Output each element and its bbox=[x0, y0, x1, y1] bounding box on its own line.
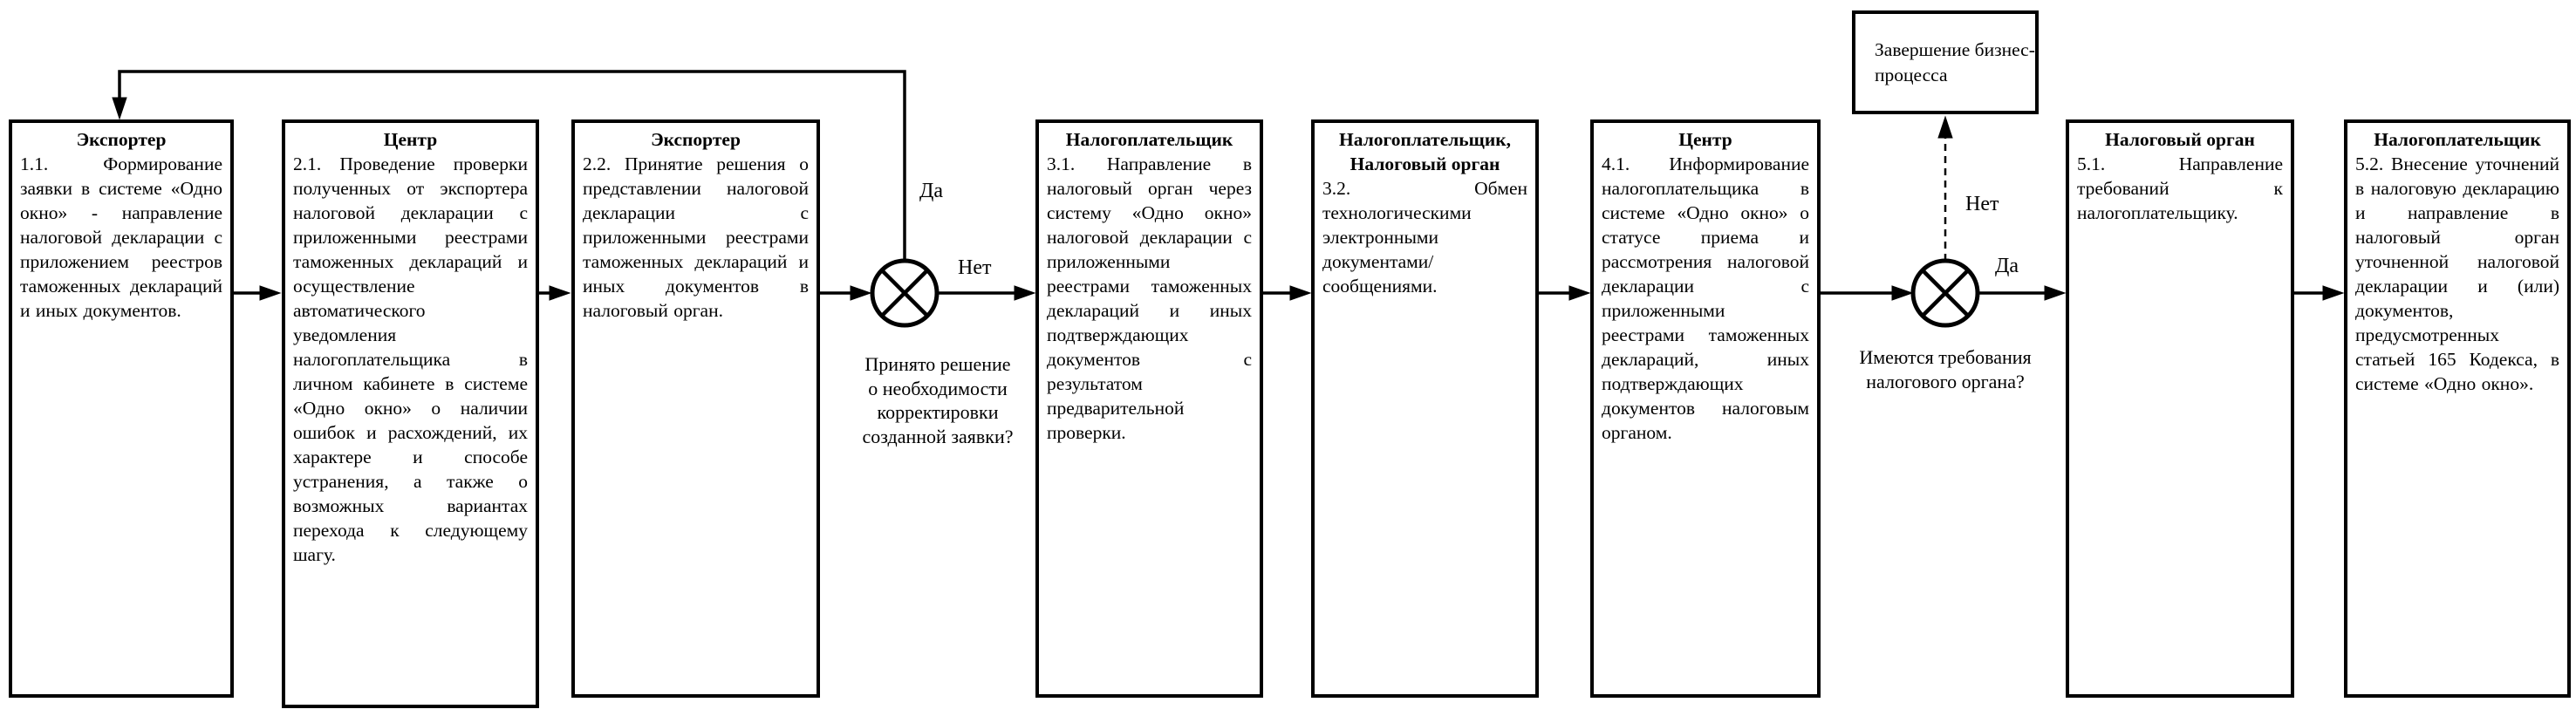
actor-label: Налогоплательщик bbox=[2374, 129, 2541, 150]
arrow-box3-to-decision1 bbox=[820, 286, 871, 300]
process-box-1-1-exporter bbox=[9, 119, 234, 698]
arrowhead-right-icon bbox=[550, 286, 570, 300]
step-text: 2.2. Принятие решения о представлении налоговой декларации с приложенными реестрами таможенных деклараций и иных документов в налоговый орган. bbox=[583, 153, 809, 321]
arrow-decision2-to-box7 bbox=[1978, 286, 2065, 300]
actor-label: Налоговый орган bbox=[2105, 129, 2255, 150]
arrow-box5-to-box6 bbox=[1539, 286, 1589, 300]
process-box-4-1-center bbox=[1590, 119, 1821, 698]
arrow-box1-to-box2 bbox=[234, 286, 280, 300]
step-text: 3.2. Обмен технологическими электронными документами/ сообщениями. bbox=[1322, 178, 1527, 297]
step-text: 4.1. Информирование налогоплательщика в системе «Одно окно» о статусе приема и рассмотрения налоговой декларации с приложенными реестрами таможенных деклараций, иных подтверждающих документов налоговым органом. bbox=[1602, 153, 1809, 443]
arrowhead-right-icon bbox=[1892, 286, 1912, 300]
terminator-label: Завершение бизнес-процесса bbox=[1875, 38, 2035, 85]
decision1-yes-label: Да bbox=[919, 180, 944, 202]
arrowhead-right-icon bbox=[1290, 286, 1310, 300]
terminator-end-of-process bbox=[1852, 10, 2039, 114]
arrow-box6-to-decision2 bbox=[1821, 286, 1912, 300]
decision-circle-2 bbox=[1913, 261, 1978, 325]
arrow-box7-to-box8 bbox=[2294, 286, 2343, 300]
step-text: 5.2. Внесение уточнений в налоговую декларацию и направление в налоговый орган уточненной налоговой декларации и (или) документов, предусмотренных статьей 165 Кодекса, в системе «Одно окно». bbox=[2355, 153, 2559, 394]
arrow-box2-to-box3 bbox=[539, 286, 570, 300]
step-text: 2.1. Проведение проверки полученных от экспортера налоговой декларации с приложенными реестрами таможенных деклараций и осуществление автоматического уведомления налогоплательщика в личном кабинете в системе «Одно окно» о наличии ошибок и расхождений, их характере и способе устранения, а также о возможных вариантах перехода к следующему шагу. bbox=[293, 153, 528, 565]
arrowhead-right-icon bbox=[851, 286, 871, 300]
arrowhead-right-icon bbox=[2045, 286, 2065, 300]
arrowhead-up-icon bbox=[1938, 117, 1952, 138]
step-text: 5.1. Направление требований к налогоплательщику. bbox=[2077, 153, 2283, 223]
process-box-2-2-exporter bbox=[571, 119, 820, 698]
step-text: 3.1. Направление в налоговый орган через систему «Одно окно» налоговой декларации с приложенными реестрами таможенных деклараций и иных подтверждающих документов с результатом предварительной проверки. bbox=[1047, 153, 1252, 443]
process-box-5-1-taxauthority bbox=[2066, 119, 2294, 698]
arrow-box4-to-box5 bbox=[1263, 286, 1310, 300]
decision2-yes-label: Да bbox=[1995, 255, 2019, 277]
process-box-3-1-taxpayer bbox=[1035, 119, 1263, 698]
process-box-2-1-center bbox=[282, 119, 539, 708]
actor-label: Налогоплательщик bbox=[1065, 129, 1233, 150]
arrowhead-down-icon bbox=[113, 98, 126, 119]
process-box-5-2-taxpayer bbox=[2344, 119, 2571, 698]
decision2-question: Имеются требования налогового органа? bbox=[1859, 346, 2032, 392]
process-box-3-2-taxpayer-taxauthority bbox=[1311, 119, 1539, 698]
actor-label: Экспортер bbox=[76, 129, 167, 150]
actor-label: Центр bbox=[383, 129, 438, 150]
arrowhead-right-icon bbox=[1015, 286, 1035, 300]
actor-label: Налогоплательщик, Налоговый орган bbox=[1339, 129, 1511, 174]
arrowhead-right-icon bbox=[2323, 286, 2343, 300]
arrowhead-right-icon bbox=[260, 286, 280, 300]
decision1-no-label: Нет bbox=[958, 256, 992, 279]
arrow-decision1-to-box4 bbox=[937, 286, 1035, 300]
decision1-question: Принято решение о необходимости корректировки созданной заявки? bbox=[862, 353, 1014, 447]
no-arrow-decision2-to-terminator bbox=[1938, 117, 1952, 261]
actor-label: Экспортер bbox=[651, 129, 741, 150]
decision2-no-label: Нет bbox=[1965, 193, 1999, 215]
step-text: 1.1. Формирование заявки в системе «Одно окно» - направление налоговой декларации с приложением реестров таможенных деклараций и иных документов. bbox=[20, 153, 222, 321]
decision-circle-1 bbox=[872, 261, 937, 325]
arrowhead-right-icon bbox=[1569, 286, 1589, 300]
actor-label: Центр bbox=[1678, 129, 1732, 150]
